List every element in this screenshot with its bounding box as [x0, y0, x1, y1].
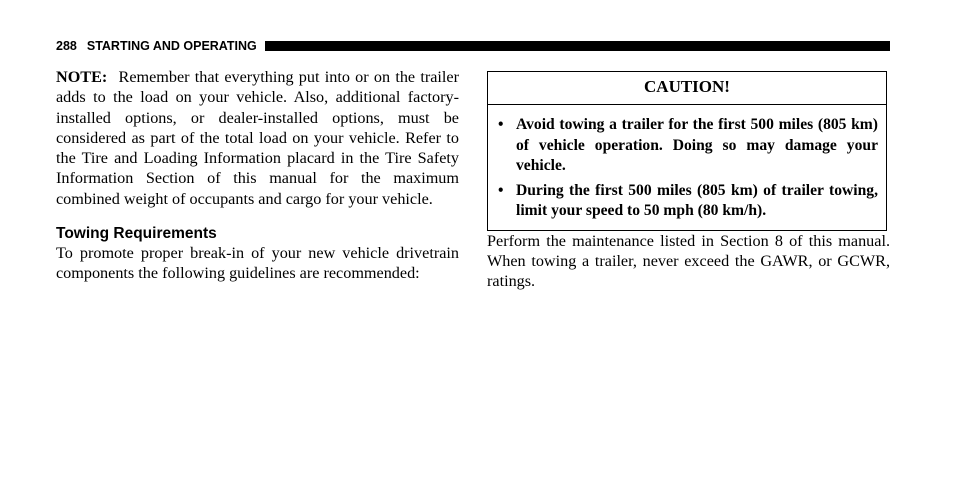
header-rule: [265, 41, 890, 51]
caution-item: [498, 181, 878, 222]
caution-item: [498, 115, 878, 177]
note-text: Remember that everything put into or on the trailer adds to the load on your vehicle. Also, additional factory-installed options, or dealer-installed options, must be considered as part of the total load on your vehicle. Refer to the Tire and Loading Information placard in the Tire Safety Information Section of this manual for the maximum combined weight of occupants and cargo for your vehicle.: [56, 68, 459, 208]
caution-box: [487, 71, 887, 231]
note-label: NOTE:: [56, 68, 108, 86]
caution-title: CAUTION!: [488, 72, 886, 105]
left-column: [56, 67, 459, 284]
right-column: [487, 71, 890, 291]
caution-item-text: Avoid towing a trailer for the first 500 miles (805 km) of vehicle operation. Doing so may damage your vehicle.: [516, 116, 878, 174]
page-number: 288: [56, 38, 77, 53]
note-paragraph: [56, 67, 459, 209]
bullet-icon: •: [498, 116, 504, 133]
towing-paragraph: To promote proper break-in of your new vehicle drivetrain components the following guidelines are recommended:: [56, 244, 459, 283]
bullet-icon: •: [498, 181, 504, 199]
page-header: [56, 38, 890, 53]
caution-list: [488, 105, 886, 230]
towing-requirements-heading: Towing Requirements: [56, 225, 217, 243]
maintenance-paragraph: Perform the maintenance listed in Section 8 of this manual. When towing a trailer, never exceed the GAWR, or GCWR, ratings.: [487, 231, 890, 291]
caution-item-text: During the first 500 miles (805 km) of trailer towing, limit your speed to 50 mph (80 km/h).: [516, 181, 878, 219]
section-title: STARTING AND OPERATING: [86, 38, 257, 53]
